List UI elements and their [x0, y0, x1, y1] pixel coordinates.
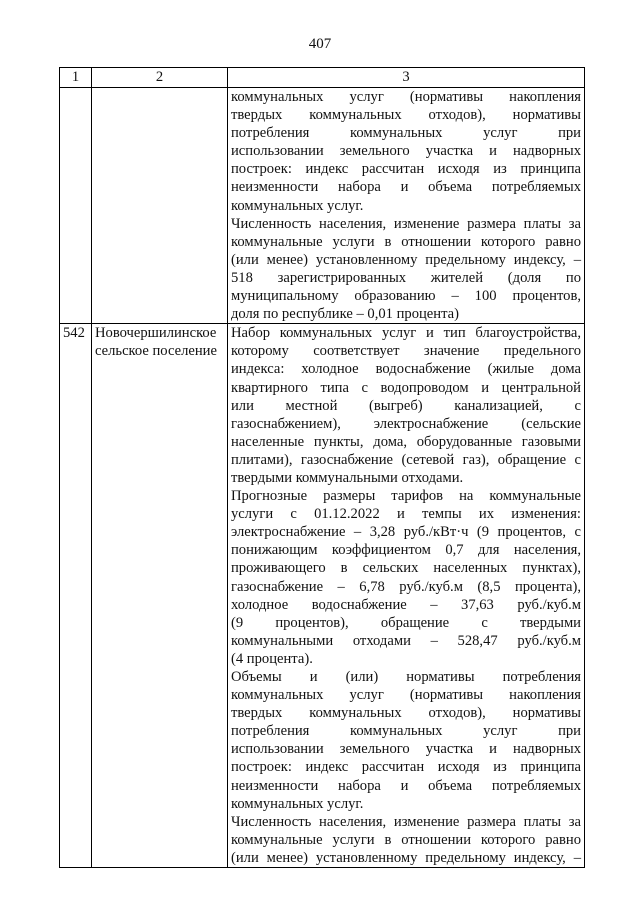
text-line: построек: индекс рассчитан исходя из принципа — [231, 161, 581, 178]
text-line: коммунальные услуги в отношении которого равно — [231, 831, 581, 848]
text-line: Численность населения, изменение размера платы за — [231, 215, 581, 232]
text-line: (4 процента). — [231, 650, 313, 667]
text-line: (или менее) установленному предельному индексу, – — [231, 251, 581, 268]
text-line: Набор коммунальных услуг и тип благоустройства, — [231, 325, 581, 342]
row-description — [228, 324, 585, 868]
text-line: населенные пункты, дома, оборудованные газовыми — [231, 433, 581, 450]
column-header-2: 2 — [92, 68, 228, 88]
text-line: потребления коммунальных услуг при — [231, 125, 581, 142]
text-line: квартирного типа с водопроводом и центральной — [231, 379, 581, 396]
text-line: которому соответствует значение предельного — [231, 343, 581, 360]
column-header-1: 1 — [60, 68, 92, 88]
text-line: твердых коммунальных отходов), нормативы — [231, 107, 581, 124]
tariff-table — [59, 67, 585, 868]
text-line: использовании земельного участка и надворных — [231, 143, 581, 160]
table-header-row — [60, 68, 585, 88]
text-line: плитами), газоснабжение (сетевой газ), обращение с — [231, 451, 581, 468]
text-line: газоснабжение – 6,78 руб./куб.м (8,5 процента), — [231, 578, 581, 595]
text-line: коммунальных услуг (нормативы накопления — [231, 89, 581, 105]
text-line: коммунальными отходами – 528,47 руб./куб.м — [231, 632, 581, 649]
text-line: или местной (выгреб) канализацией, с — [231, 397, 581, 414]
text-line: Прогнозные размеры тарифов на коммунальные — [231, 488, 581, 505]
text-line: муниципальному образованию – 100 процентов, — [231, 288, 581, 305]
text-line: газоснабжением), электроснабжение (сельские — [231, 415, 581, 432]
text-line: услуги с 01.12.2022 и темпы их изменения: — [231, 506, 581, 523]
text-line: индекса: холодное водоснабжение (жилые дома — [231, 361, 581, 378]
settlement-name: Новочершилинское сельское поселение — [92, 324, 228, 868]
row-number: 542 — [60, 324, 92, 868]
text-line: потребления коммунальных услуг при — [231, 723, 581, 740]
text-line: твердыми коммунальными отходами. — [231, 469, 464, 486]
text-line: построек: индекс рассчитан исходя из принципа — [231, 759, 581, 776]
text-line: неизменности набора и объема потребляемых — [231, 179, 581, 196]
text-line: холодное водоснабжение – 37,63 руб./куб.м — [231, 596, 581, 613]
text-line: неизменности набора и объема потребляемых — [231, 777, 581, 794]
text-line: понижающим коэффициентом 0,7 для населения, — [231, 542, 581, 559]
column-header-3: 3 — [228, 68, 585, 88]
text-line: коммунальных услуг (нормативы накопления — [231, 687, 581, 704]
text-line: (или менее) установленному предельному индексу, – — [231, 849, 581, 866]
continuation-row-name — [92, 88, 228, 324]
text-line: доля по республике – 0,01 процента) — [231, 306, 459, 323]
continuation-row — [60, 88, 585, 324]
continuation-row-number — [60, 88, 92, 324]
text-line: использовании земельного участка и надворных — [231, 741, 581, 758]
text-line: Объемы и (или) нормативы потребления — [231, 669, 581, 685]
text-line: коммунальных услуг. — [231, 197, 364, 214]
text-line: проживающего в сельских населенных пунктах), — [231, 560, 581, 577]
continuation-row-text — [228, 88, 585, 324]
text-line: (9 процентов), обращение с твердыми — [231, 614, 581, 631]
page-number: 407 — [308, 36, 332, 52]
text-line: 518 зарегистрированных жителей (доля по — [231, 269, 581, 286]
text-line: коммунальных услуг. — [231, 795, 364, 812]
text-line: Численность населения, изменение размера платы за — [231, 813, 581, 830]
text-line: твердых коммунальных отходов), нормативы — [231, 705, 581, 722]
table-row — [60, 324, 585, 868]
text-line: электроснабжение – 3,28 руб./кВт·ч (9 процентов, с — [231, 524, 581, 541]
text-line: коммунальные услуги в отношении которого равно — [231, 233, 581, 250]
